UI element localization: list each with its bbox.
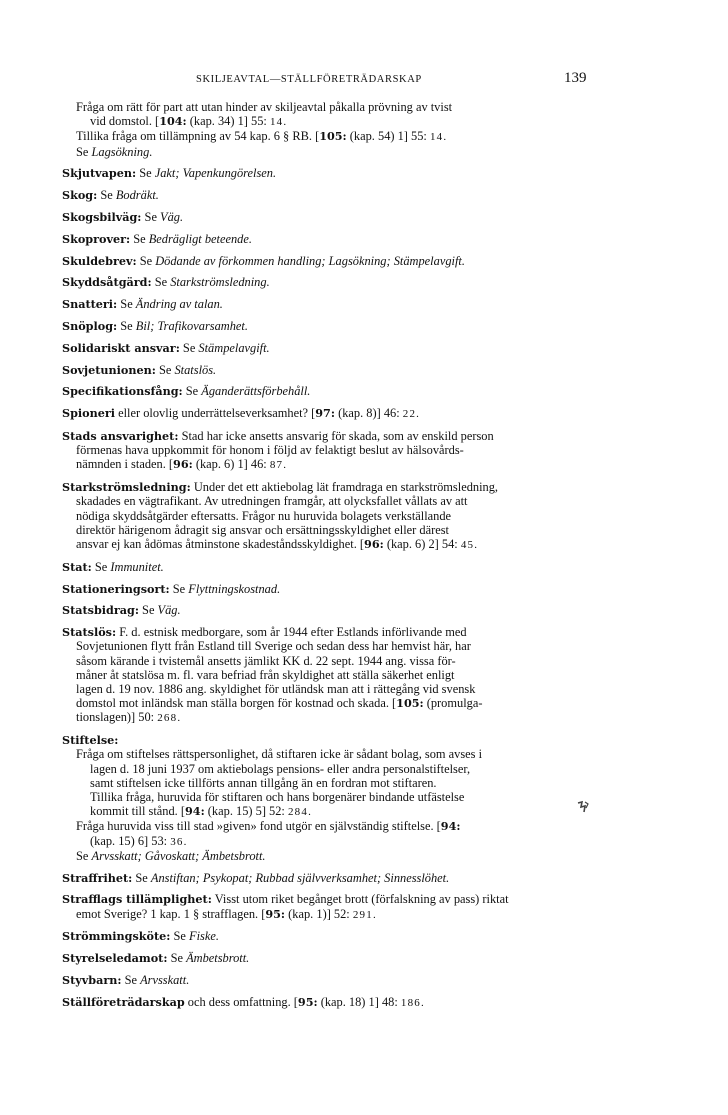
text-run: Skuldebrev: [62, 253, 137, 268]
text-run: Styvbarn: [62, 973, 122, 987]
text-run: Bedrägligt beteende. [148, 231, 252, 246]
index-body [62, 100, 594, 1018]
text-run: Skogsbilväg: [62, 210, 142, 224]
text-run: Se [76, 848, 92, 863]
text-run: Se [170, 929, 190, 944]
text-run: (kap. 15) 6] 53: [90, 833, 171, 848]
entry-line [62, 696, 594, 710]
text-run: (kap. 6) 1] 46: [192, 457, 270, 472]
index-entry-straffrihet [62, 871, 594, 885]
text-run: eller olovlig underrättelseverksamhet? [ [115, 406, 316, 421]
entry-line [62, 668, 594, 682]
print-mark-icon [576, 800, 590, 817]
text-run: Se [121, 973, 141, 987]
index-entry-sovjetunionen [62, 363, 594, 377]
text-run: 22. [402, 408, 421, 421]
entry-line [62, 819, 594, 833]
text-run: Solidariskt ansvar: [62, 340, 180, 355]
entry-line [62, 762, 594, 776]
index-entry-stiftelse [62, 733, 594, 863]
text-run: Se [117, 318, 136, 333]
text-run: 87. [269, 459, 288, 472]
index-entry-stationeringsort [62, 582, 594, 596]
index-entry-stat [62, 560, 594, 574]
text-run: Se [167, 951, 187, 966]
text-run: 186. [400, 996, 425, 1009]
text-run: Se [155, 362, 175, 377]
text-run: Starkströmsledning: [62, 480, 191, 495]
text-run: (kap. 6) 2] 54: [383, 536, 461, 551]
text-run: 105: [396, 696, 424, 711]
text-run: Fråga huruvida viss till stad »given» fond utgör en självständig stiftelse. [ [76, 819, 441, 834]
text-run: Straffrihet: [62, 870, 133, 885]
text-run: Se [182, 384, 202, 399]
text-run: Se [130, 231, 149, 246]
text-run: 95: [297, 994, 318, 1009]
text-run: förmenas hava uppkommit för honom i följd av felaktigt beslut av hälsovårds- [76, 443, 464, 458]
text-run: nämnden i staden. [ [76, 457, 174, 472]
text-run: Se [136, 253, 156, 268]
entry-line [62, 537, 594, 552]
text-run: 96: [173, 457, 193, 472]
entry-line [62, 804, 594, 819]
text-run: Tillika fråga, huruvida för stiftaren och hans borgenärer bindande utfästelse [90, 790, 465, 804]
text-run: ansvar ej kan ådömas åtminstone skadeståndsskyldighet. [ [76, 536, 365, 551]
text-run: Statslös. [174, 362, 217, 377]
index-entry-skjutvapen [62, 166, 594, 180]
index-entry-skogsbilvag [62, 210, 594, 224]
text-run: 97: [315, 406, 335, 421]
index-entry-spioneri [62, 406, 594, 421]
text-run: Statslös: [62, 625, 117, 640]
entry-line [62, 747, 594, 761]
text-run: Arvsskatt; Gåvoskatt; Ämbetsbrott. [91, 848, 266, 863]
text-run: kommit till stånd. [ [90, 804, 185, 819]
entry-line [62, 682, 594, 696]
text-run: Tillika fråga om tillämpning av 54 kap. 6 § RB. [ [76, 129, 320, 144]
text-run: Skoprover: [62, 231, 131, 246]
text-run: Snatteri: [62, 297, 118, 312]
text-run: 14. [269, 116, 288, 129]
entry-line [62, 429, 594, 443]
text-run: Se [91, 559, 111, 574]
text-run: Jakt; Vapenkungörelsen. [154, 166, 277, 181]
entry-line [62, 625, 594, 639]
index-entry-skog [62, 188, 594, 202]
text-run: 94: [185, 804, 205, 819]
text-run: 94: [440, 819, 461, 834]
index-entry-skoprover [62, 232, 594, 246]
text-run: Se [151, 275, 171, 290]
text-run: Se [141, 210, 161, 224]
text-run: Stämpelavgift. [198, 340, 270, 355]
index-entry-skuldebrev [62, 254, 594, 268]
text-run: Stationeringsort: [62, 581, 170, 596]
text-run: 14. [429, 131, 448, 144]
text-run: Ställföreträdarskap [62, 994, 185, 1009]
text-run: emot Sverige? 1 kap. 1 § strafflagen. [ [76, 906, 266, 921]
text-run: Skjutvapen: [62, 166, 137, 181]
text-run: Strafflags tillämplighet: [62, 892, 212, 907]
entry-line [62, 480, 594, 494]
text-run: 95: [265, 906, 286, 921]
text-run: och dess omfattning. [ [184, 994, 298, 1009]
entry-line [62, 849, 594, 863]
text-run: Bodräkt. [115, 188, 159, 203]
index-entry-snoplog [62, 319, 594, 333]
text-run: Stad har icke ansetts ansvarig för skada, som av enskild person [178, 428, 494, 443]
entry-line [62, 443, 594, 457]
entry-line [62, 145, 594, 159]
text-run: lagen d. 19 nov. 1886 ang. skyldighet för utländsk man att i rättegång vid svensk [76, 681, 476, 696]
page-header [0, 70, 728, 90]
text-run: 284. [287, 806, 313, 819]
entry-line [62, 790, 594, 804]
text-run: tionslagen)] 50: [76, 710, 158, 725]
index-entry-styvbarn [62, 973, 594, 987]
index-entry-snatteri [62, 297, 594, 311]
index-entry-continuation [62, 100, 594, 159]
entry-line [62, 129, 594, 144]
text-run: måner åt statslösa m. fl. vara befriad från skyldighet att ställa säkerhet enligt [76, 667, 455, 682]
entry-line [62, 457, 594, 472]
entry-line [62, 907, 594, 922]
text-run: direktör härigenom ådragit sig ansvar och ersättningsskyldighet eller därest [76, 522, 449, 537]
text-run: (promulga- [423, 696, 483, 711]
text-run: Sovjetunionen flytt från Estland till Sverige och sedan dess har hemvist här, har [76, 639, 471, 654]
entry-line [62, 654, 594, 668]
text-run: Strömmingsköte: [62, 929, 171, 944]
text-run: (kap. 1)] 52: [285, 906, 353, 921]
text-run: 45. [460, 538, 479, 551]
text-run: Ändring av talan. [135, 297, 223, 312]
text-run: Stads ansvarighet: [62, 428, 179, 443]
index-entry-skyddsatgard [62, 275, 594, 289]
text-run: såsom kärande i tvistemål ansetts jämlikt KK d. 22 sept. 1944 ang. vissa för- [76, 653, 456, 668]
text-run: Anstiftan; Psykopat; Rubbad självverksamhet; Sinnesslöhet. [150, 870, 450, 885]
text-run: 291. [352, 908, 377, 921]
text-run: Se [138, 603, 158, 618]
text-run: Se [169, 581, 189, 596]
text-run: Dödande av förkommen handling; Lagsökning; Stämpelavgift. [155, 253, 465, 268]
entry-line [62, 100, 594, 114]
index-entry-strommingskote [62, 929, 594, 943]
text-run: Visst utom riket begånget brott (förfalskning av pass) riktat [211, 892, 509, 907]
text-run: Snöplog: [62, 318, 118, 333]
text-run: Bil; Trafikovarsamhet. [135, 318, 248, 333]
text-run: Se [117, 297, 136, 312]
text-run: vid domstol. [ [90, 114, 160, 129]
text-run: Spioneri [62, 406, 116, 421]
text-run: (kap. 18) 1] 48: [317, 994, 401, 1009]
text-run: skadades en vägtrafikant. Av utredningen framgår, att olycksfallet vållats av att [76, 494, 468, 509]
entry-line [62, 523, 594, 537]
text-run: Väg. [157, 603, 181, 618]
text-run: samt stiftelsen icke tillförts annan tillgång än en fordran mot stiftaren. [90, 775, 437, 790]
index-entry-stallforetradarskap [62, 995, 594, 1010]
text-run: Se [132, 870, 151, 885]
text-run: Flyttningskostnad. [188, 581, 281, 596]
text-run: (kap. 54) 1] 55: [346, 129, 430, 144]
text-run: 36. [170, 835, 188, 848]
index-entry-specifikationsfang [62, 384, 594, 398]
text-run: F. d. estnisk medborgare, som år 1944 efter Estlands införlivande med [116, 625, 467, 640]
entry-line [62, 509, 594, 523]
text-run: Äganderättsförbehåll. [201, 384, 311, 399]
text-run: Stat: [62, 559, 92, 574]
text-run: Fiske. [189, 929, 219, 944]
running-head: SKILJEAVTAL—STÄLLFÖRETRÄDARSKAP [196, 74, 422, 85]
text-run: Se [136, 166, 155, 181]
text-run: Styrelseledamot: [62, 951, 168, 966]
text-run: Statsbidrag: [62, 603, 139, 618]
text-run: Immunitet. [110, 559, 164, 574]
text-run: Se [179, 340, 199, 355]
text-run: 104: [159, 114, 187, 129]
entry-line [62, 834, 594, 849]
print-mark-glyph-icon [576, 800, 590, 814]
text-run: Skyddsåtgärd: [62, 275, 152, 290]
text-run: domstol mot inländsk man ställa borgen för kostnad och skada. [ [76, 696, 397, 711]
entry-line [62, 114, 594, 129]
entry-line [62, 776, 594, 790]
index-entry-strafflags-tillamplighet [62, 892, 594, 921]
text-run: (kap. 15) 5] 52: [204, 804, 288, 819]
text-run: Se [76, 144, 92, 159]
text-run: Ämbetsbrott. [186, 951, 250, 966]
text-run: Fråga om rätt för part att utan hinder av skiljeavtal påkalla prövning av tvist [76, 100, 453, 114]
entry-heading: Stiftelse: [62, 733, 119, 748]
index-entry-starkstromsledning [62, 480, 594, 552]
text-run: Arvsskatt. [140, 973, 190, 987]
text-run: Lagsökning. [91, 144, 153, 159]
entry-line [62, 494, 594, 508]
text-run: Väg. [160, 210, 184, 224]
text-run: 96: [364, 536, 384, 551]
index-entry-statsbidrag [62, 603, 594, 617]
text-run: Specifikationsfång: [62, 384, 183, 399]
index-entry-styrelseledamot [62, 951, 594, 965]
text-run: 268. [157, 712, 182, 725]
text-run: 105: [319, 129, 347, 144]
text-run: (kap. 8)] 46: [334, 406, 403, 421]
page-number: 139 [564, 70, 587, 86]
index-entry-stads-ansvarighet [62, 429, 594, 473]
text-run: Under det ett aktiebolag lät framdraga en starkströmsledning, [190, 480, 499, 495]
text-run: Fråga om stiftelses rättspersonlighet, då stiftaren icke är sådant bolag, som avses i [76, 747, 483, 762]
text-run: lagen d. 18 juni 1937 om aktiebolags pensions- eller andra personalstiftelser, [90, 761, 471, 776]
entry-line [62, 639, 594, 653]
entry-line [62, 892, 594, 906]
index-entry-solidariskt-ansvar [62, 341, 594, 355]
text-run: (kap. 34) 1] 55: [186, 114, 270, 129]
text-run: Starkströmsledning. [170, 275, 270, 290]
text-run: Skog: [62, 188, 98, 203]
entry-line [62, 710, 594, 725]
text-run: Sovjetunionen: [62, 362, 156, 377]
text-run: nödiga skyddsåtgärder eftersatts. Frågor nu huruvida bolagets verkställande [76, 508, 452, 523]
index-entry-statslos [62, 625, 594, 725]
text-run: Se [97, 188, 116, 203]
